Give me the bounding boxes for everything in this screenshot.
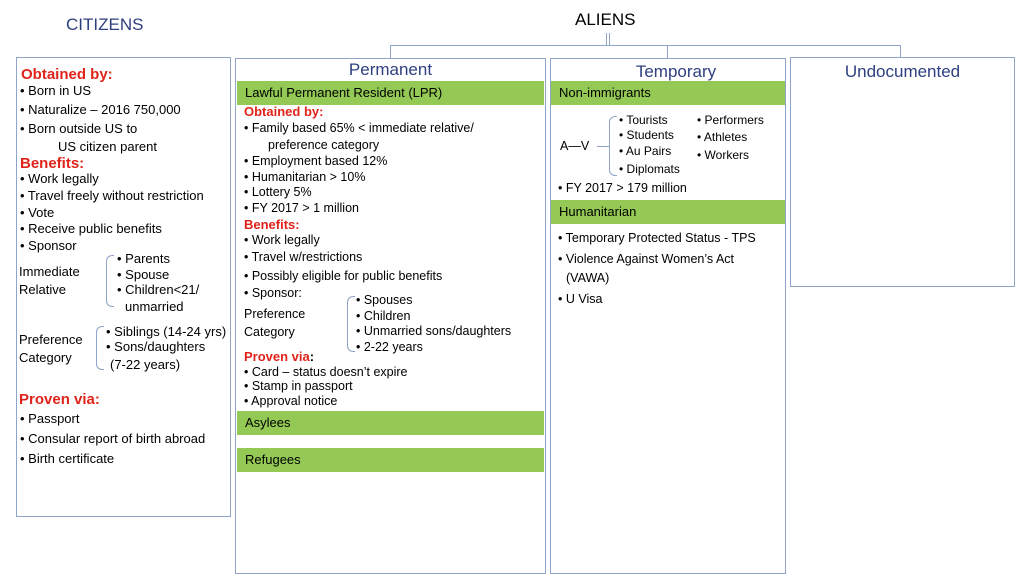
citizens-benefits-heading: Benefits: [20,155,85,172]
citizens-preference-item: (7-22 years) [110,357,181,372]
permanent-proven-heading-wrap [244,349,314,364]
citizens-preference-label: Preference [19,332,83,347]
citizens-immediate-item: • Spouse [117,267,170,282]
visa-item: • Diplomats [619,162,680,176]
humanitarian-item: (VAWA) [566,271,610,285]
aliens-title: ALIENS [575,10,636,29]
permanent-preference-item: • Children [356,309,411,323]
citizens-title: CITIZENS [66,15,144,34]
citizens-obtained-item: US citizen parent [58,139,157,154]
citizens-immediate-label: Relative [19,282,66,297]
permanent-obtained-item: • Family based 65% < immediate relative/ [244,121,474,135]
permanent-proven-item: • Card – status doesn’t expire [244,365,408,379]
permanent-benefits-heading: Benefits: [244,217,300,232]
visa-item: • Tourists [619,113,668,127]
permanent-benefit-item: • Sponsor: [244,286,302,300]
av-connector [597,146,609,147]
aliens-stem-left [606,33,607,45]
permanent-preference-label: Category [244,325,295,339]
visa-item: • Au Pairs [619,144,672,158]
citizens-preference-item: • Sons/daughters [106,339,206,354]
permanent-preference-label: Preference [244,307,306,321]
undocumented-box [790,57,1015,287]
permanent-header: Permanent [348,60,433,79]
permanent-benefit-item: • Work legally [244,233,320,247]
citizens-benefit-item: • Receive public benefits [20,221,162,236]
citizens-proven-item: • Passport [20,411,80,426]
citizens-proven-heading: Proven via: [19,391,100,408]
permanent-obtained-heading: Obtained by: [244,104,324,119]
citizens-obtained-item: • Born outside US to [20,121,138,136]
undocumented-header: Undocumented [844,62,961,81]
temporary-fy: • FY 2017 > 179 million [558,181,687,195]
permanent-preference-item: • Spouses [356,293,413,307]
permanent-benefit-item: • Possibly eligible for public benefits [244,269,443,283]
citizens-benefit-item: • Work legally [20,171,99,186]
refugees-bar: Refugees [237,448,544,472]
temporary-header: Temporary [635,62,717,81]
humanitarian-item: • Violence Against Women’s Act [558,252,735,266]
permanent-preference-item: • Unmarried sons/daughters [356,324,512,338]
permanent-preference-brace [347,296,355,352]
permanent-obtained-item: • Lottery 5% [244,185,312,199]
permanent-obtained-item: • Employment based 12% [244,154,388,168]
connector-permanent [390,45,391,58]
citizens-immediate-item: unmarried [125,299,184,314]
visa-item: • Performers [697,113,764,127]
connector-temporary [667,45,668,58]
citizens-immediate-item: • Parents [117,251,170,266]
humanitarian-item: • U Visa [558,292,603,306]
permanent-preference-item: • 2-22 years [356,340,423,354]
permanent-proven-item: • Stamp in passport [244,379,353,393]
visa-item: • Workers [697,148,749,162]
citizens-obtained-item: • Born in US [20,83,92,98]
humanitarian-bar: Humanitarian [551,200,785,224]
av-label: A—V [560,139,590,153]
permanent-obtained-item: • FY 2017 > 1 million [244,201,359,215]
citizens-benefit-item: • Vote [20,205,55,220]
citizens-proven-item: • Birth certificate [20,451,115,466]
citizens-immediate-label: Immediate [19,264,80,279]
citizens-immediate-brace [106,255,114,307]
visa-item: • Athletes [697,130,748,144]
citizens-preference-brace [96,326,104,370]
permanent-benefit-item: • Travel w/restrictions [244,250,363,264]
visa-item: • Students [619,128,674,142]
nonimmigrants-bar: Non-immigrants [551,81,785,105]
permanent-proven-colon: : [309,349,315,364]
aliens-horizontal-connector [390,45,901,46]
visa-brace [609,116,617,176]
lpr-bar: Lawful Permanent Resident (LPR) [237,81,544,105]
asylees-bar: Asylees [237,411,544,435]
permanent-proven-heading: Proven via [244,349,310,364]
citizens-proven-item: • Consular report of birth abroad [20,431,206,446]
permanent-obtained-item: preference category [268,138,380,152]
aliens-stem-right [609,33,610,45]
humanitarian-item: • Temporary Protected Status - TPS [558,231,756,245]
citizens-benefit-item: • Sponsor [20,238,77,253]
citizens-preference-item: • Siblings (14-24 yrs) [106,324,227,339]
citizens-benefit-item: • Travel freely without restriction [20,188,204,203]
citizens-obtained-item: • Naturalize – 2016 750,000 [20,102,181,117]
citizens-obtained-heading: Obtained by: [21,66,113,83]
permanent-obtained-item: • Humanitarian > 10% [244,170,366,184]
citizens-preference-label: Category [19,350,72,365]
citizens-immediate-item: • Children<21/ [117,282,200,297]
permanent-proven-item: • Approval notice [244,394,338,408]
